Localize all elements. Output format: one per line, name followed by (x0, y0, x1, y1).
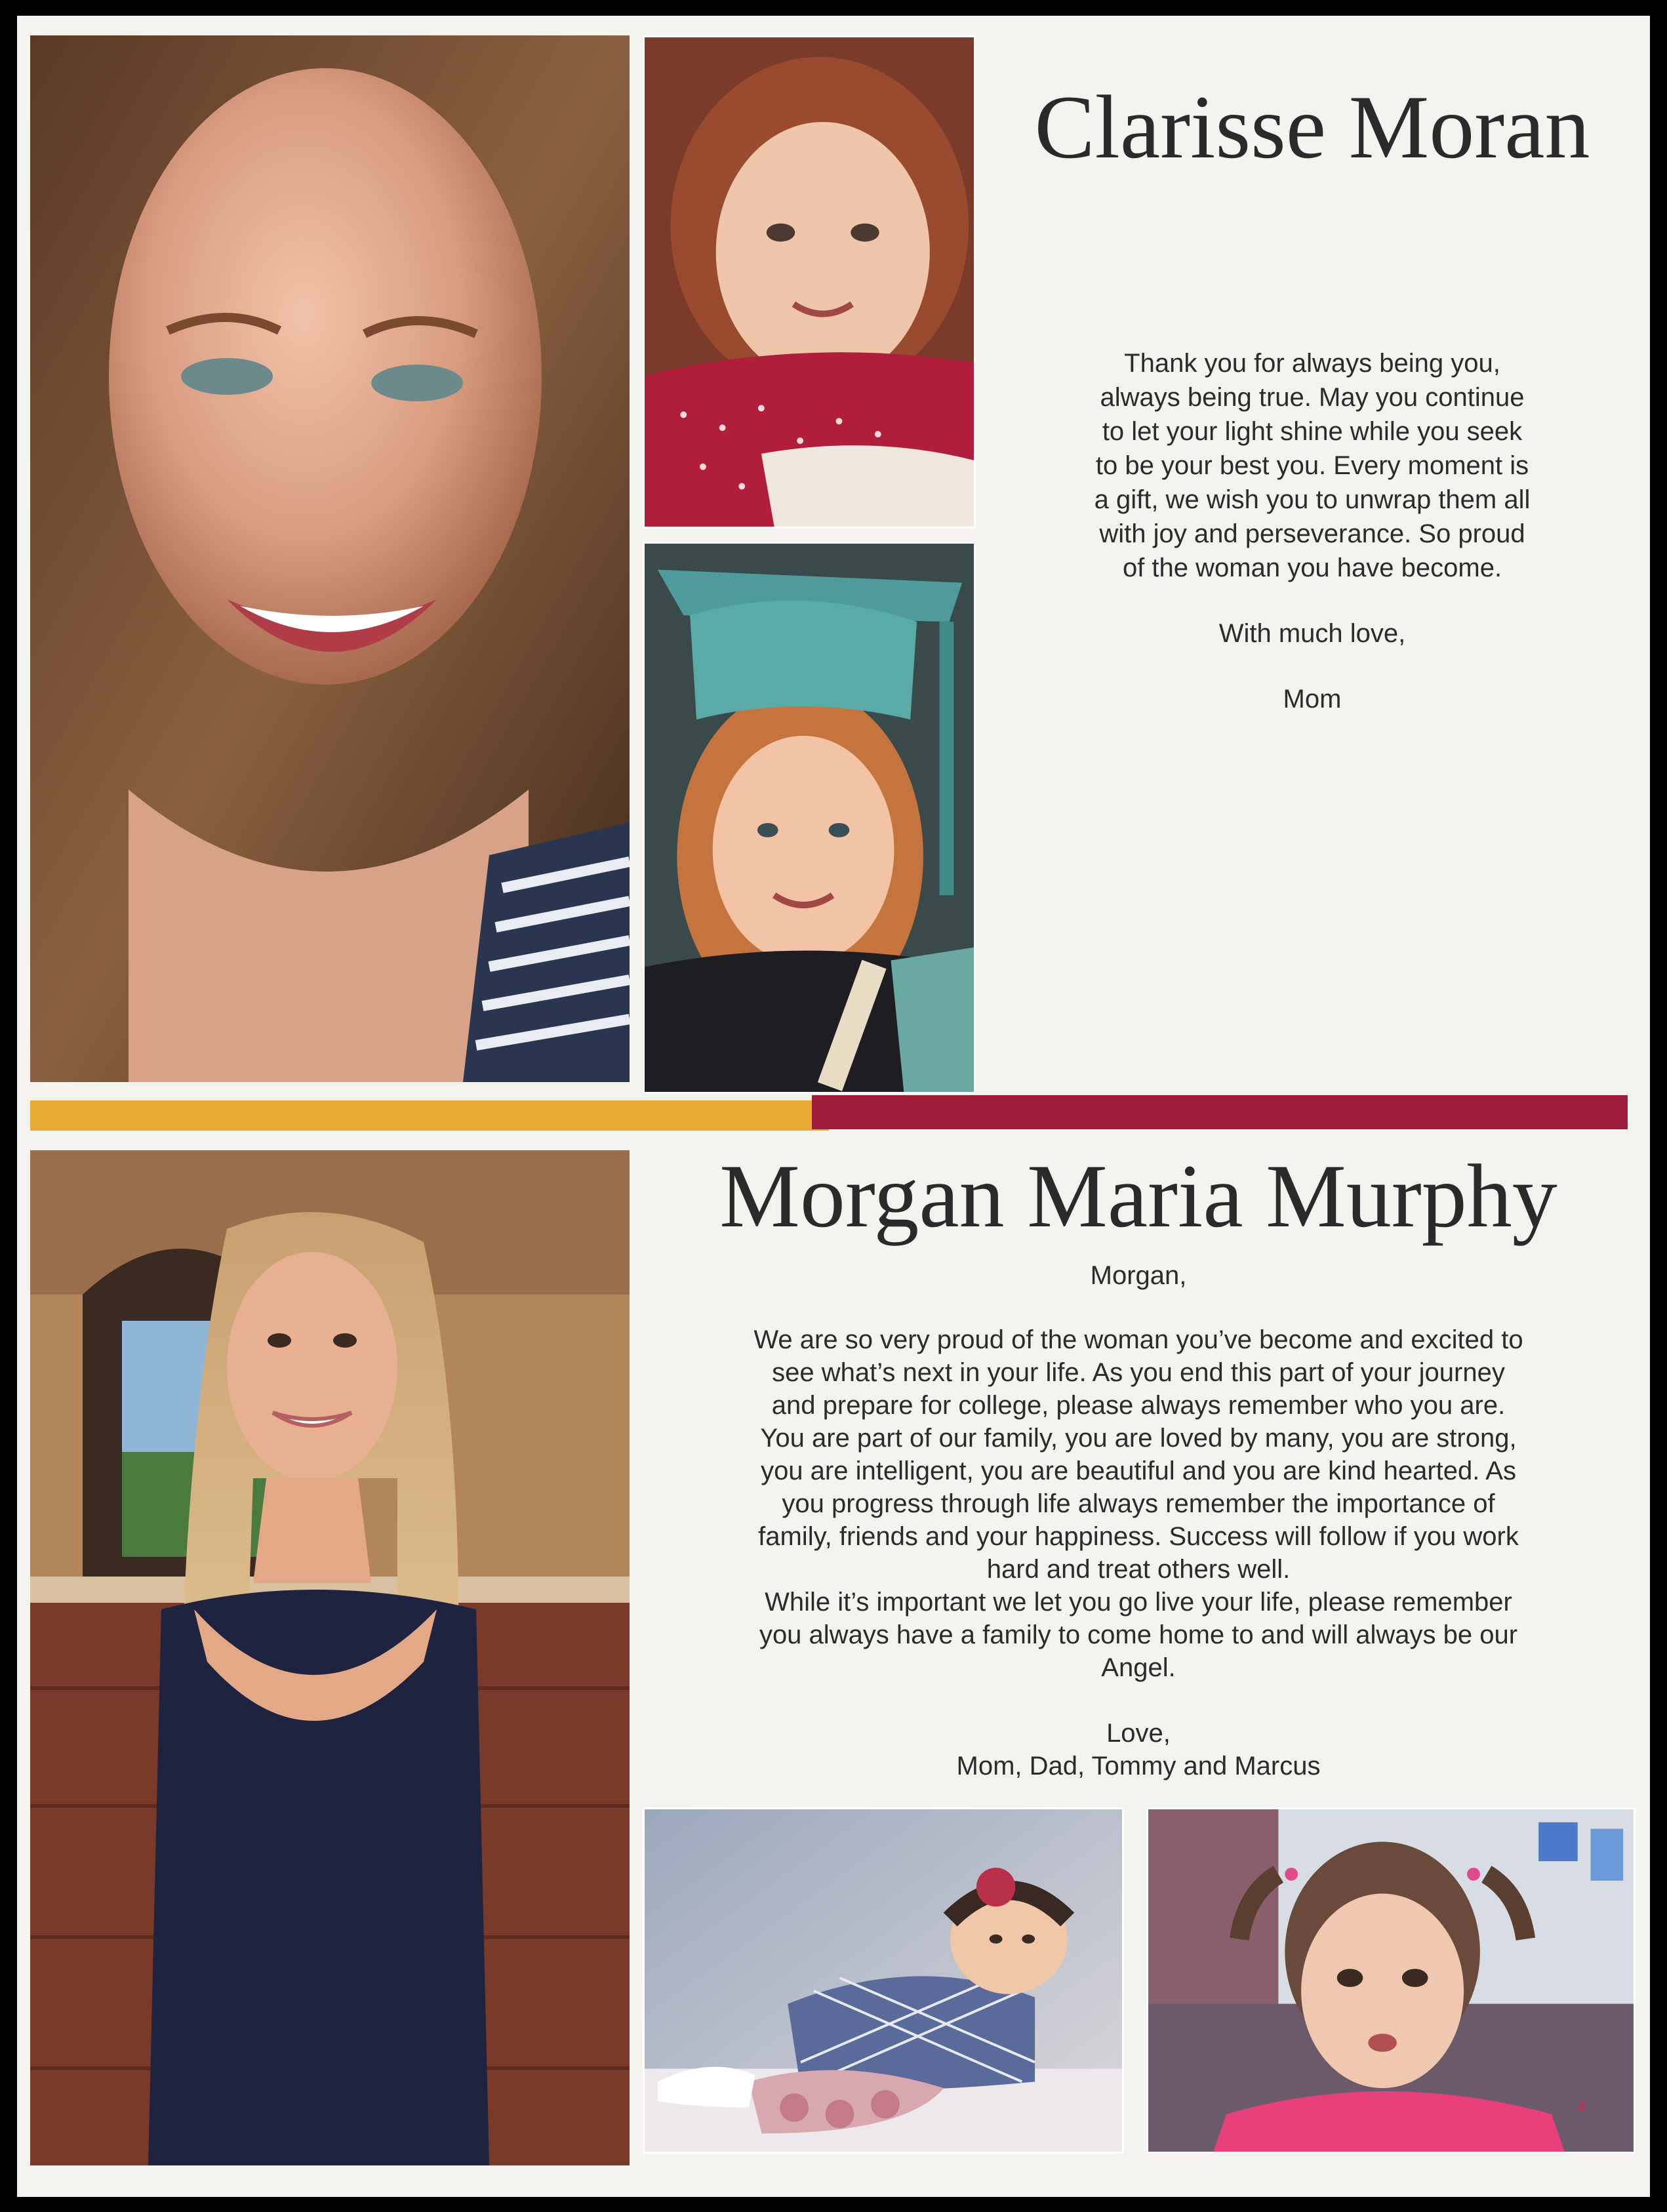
maroon-divider-bar (812, 1095, 1628, 1129)
closing-text: Love, (1106, 1719, 1171, 1748)
message-line: family, friends and your happiness. Success will follow if you work (758, 1522, 1519, 1551)
morgan-toddler-photo (1146, 1807, 1636, 2154)
message-line: You are part of our family, you are loved by many, you are strong, (760, 1424, 1517, 1453)
message-line: of the woman you have become. (1122, 553, 1502, 582)
clarisse-name-heading: Clarisse Moran (1034, 77, 1590, 177)
clarisse-message (988, 346, 1637, 716)
clarisse-graduation-photo (643, 542, 976, 1094)
yearbook-page (17, 16, 1650, 2197)
message-line: Angel. (1101, 1653, 1176, 1682)
closing-text: With much love, (1218, 619, 1406, 648)
clarisse-toddler-photo (643, 35, 976, 529)
gold-divider-bar (30, 1100, 829, 1131)
message-line: you progress through life always remember the importance of (782, 1489, 1495, 1518)
page-number: 4 (1578, 2099, 1586, 2115)
greeting-text: Morgan, (1090, 1261, 1187, 1290)
message-line: you always have a family to come home to and will always be our (759, 1620, 1518, 1649)
signature-text: Mom, Dad, Tommy and Marcus (956, 1752, 1321, 1780)
morgan-baby-photo (643, 1807, 1124, 2154)
message-line: with joy and perseverance. So proud (1099, 519, 1525, 548)
message-line: to be your best you. Every moment is (1095, 451, 1529, 480)
message-line: see what’s next in your life. As you end this part of your journey (772, 1358, 1505, 1387)
morgan-message (640, 1259, 1637, 1782)
message-line: to let your light shine while you seek (1102, 417, 1523, 446)
message-line: and prepare for college, please always remember who you are. (771, 1391, 1506, 1420)
morgan-senior-photo (30, 1150, 630, 2165)
clarisse-senior-photo (30, 35, 630, 1082)
message-line: Thank you for always being you, (1124, 349, 1500, 378)
message-line: While it’s important we let you go live your life, please remember (765, 1588, 1512, 1617)
message-line: always being true. May you continue (1100, 383, 1525, 412)
message-line: We are so very proud of the woman you’ve become and excited to (753, 1325, 1523, 1354)
message-line: you are intelligent, you are beautiful and you are kind hearted. As (761, 1457, 1516, 1485)
signature-text: Mom (1283, 685, 1342, 714)
morgan-name-heading: Morgan Maria Murphy (719, 1146, 1557, 1246)
message-line: hard and treat others well. (986, 1555, 1291, 1584)
message-line: a gift, we wish you to unwrap them all (1094, 485, 1531, 514)
